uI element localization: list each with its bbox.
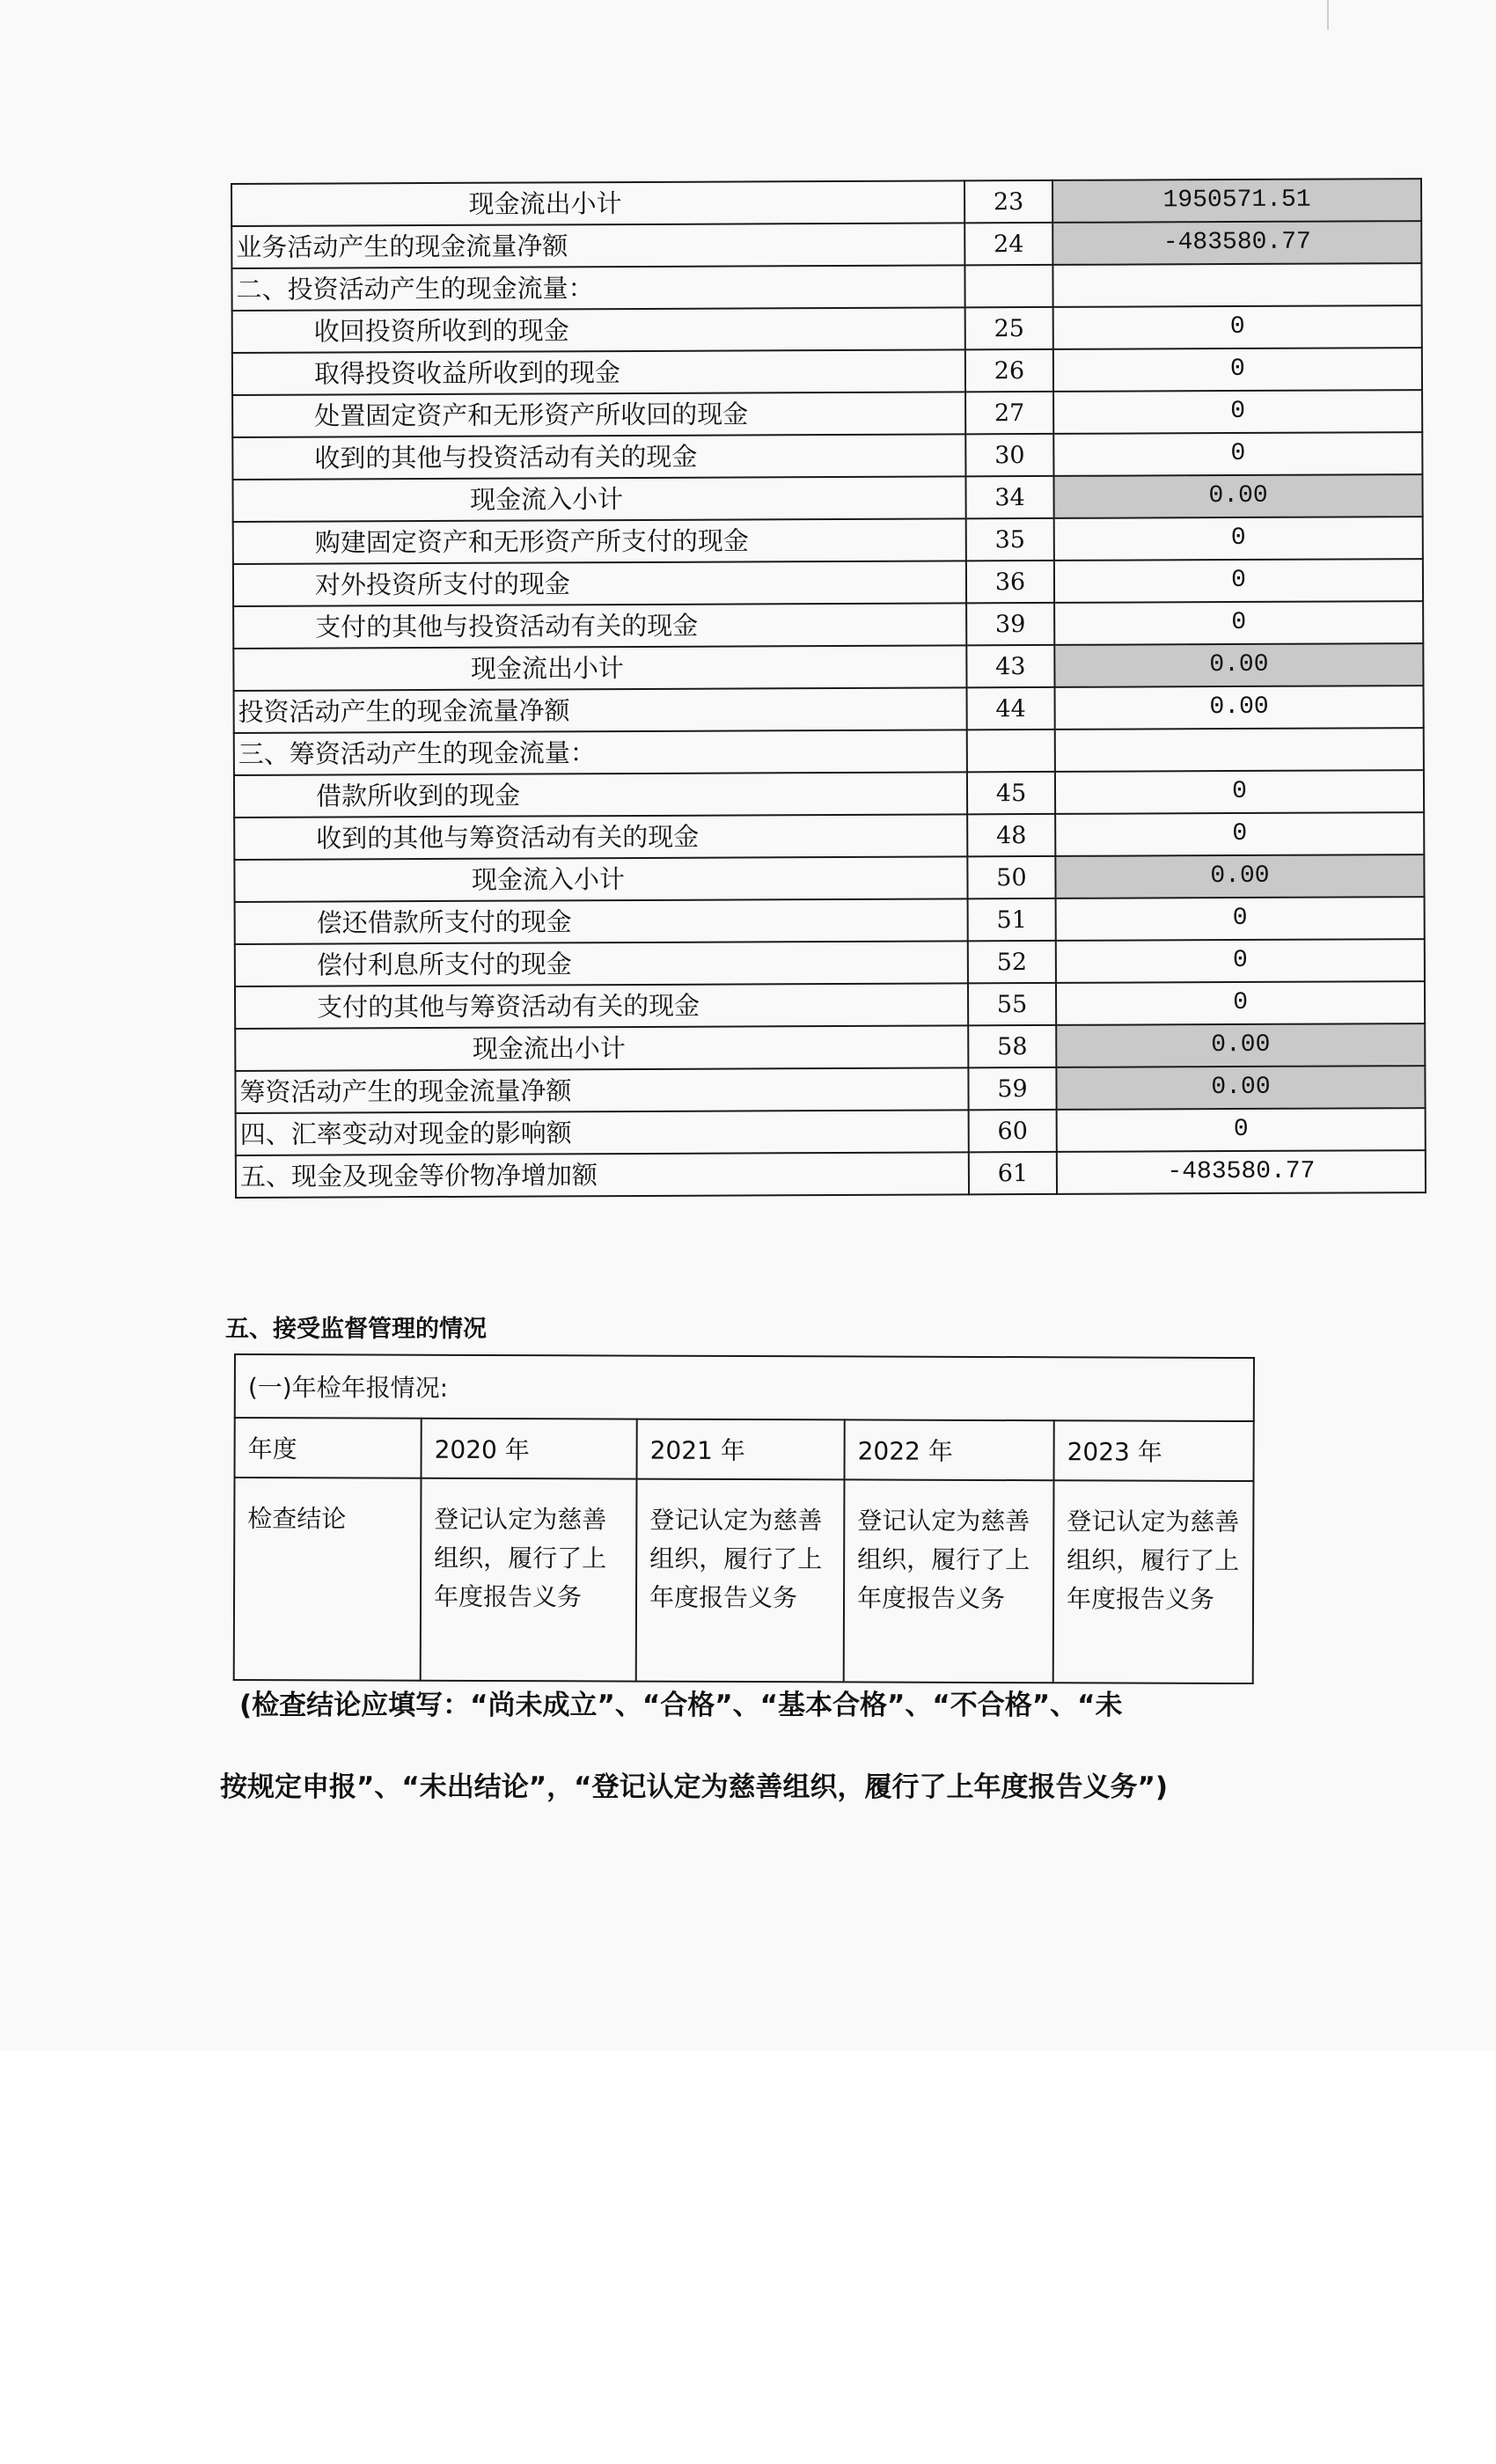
- year-label: 年度: [235, 1418, 422, 1478]
- row-label: 业务活动产生的现金流量净额: [231, 223, 964, 268]
- row-label: 筹资活动产生的现金流量净额: [235, 1067, 968, 1113]
- row-value: 0: [1054, 601, 1423, 645]
- row-label: 收回投资所收到的现金: [232, 307, 965, 353]
- inspection-table-heading: (一)年检年报情况:: [235, 1354, 1254, 1421]
- line-number: 50: [967, 856, 1055, 898]
- line-number: 44: [967, 687, 1055, 730]
- row-label: 收到的其他与投资活动有关的现金: [232, 434, 965, 480]
- row-label: 对外投资所支付的现金: [233, 561, 966, 606]
- cash-flow-row: [233, 601, 1423, 649]
- cash-flow-row: [235, 981, 1425, 1029]
- line-number: 36: [966, 561, 1054, 603]
- cash-flow-row: [232, 390, 1422, 437]
- line-number: 45: [967, 772, 1055, 814]
- inspection-table: [233, 1353, 1255, 1684]
- conclusion-cell: 登记认定为慈善组织，履行了上年度报告义务: [1053, 1480, 1254, 1683]
- line-number: 43: [966, 645, 1054, 687]
- line-number: 23: [964, 180, 1052, 223]
- cash-flow-row: [235, 1066, 1425, 1113]
- cash-flow-row: [232, 474, 1422, 522]
- cash-flow-row: [235, 897, 1425, 944]
- conclusion-cell: 登记认定为慈善组织，履行了上年度报告义务: [421, 1478, 637, 1682]
- line-number: 61: [969, 1152, 1057, 1194]
- row-value: 0: [1057, 1108, 1426, 1152]
- conclusion-cell: 登记认定为慈善组织，履行了上年度报告义务: [636, 1479, 845, 1683]
- line-number: 60: [969, 1110, 1057, 1152]
- row-label: 三、筹资活动产生的现金流量：: [234, 730, 967, 775]
- row-value: 0.00: [1055, 854, 1424, 898]
- row-value: 0: [1053, 305, 1422, 349]
- row-value: 0: [1056, 897, 1425, 941]
- note-line-1: (检查结论应填写：“尚未成立”、“合格”、“基本合格”、“不合格”、“未: [239, 1690, 1123, 1721]
- cash-flow-row: [231, 221, 1421, 268]
- line-number: 59: [968, 1067, 1056, 1110]
- row-value: -483580.77: [1052, 221, 1421, 265]
- row-value: 0: [1055, 770, 1424, 814]
- conclusion-label: 检查结论: [234, 1478, 422, 1681]
- line-number: [967, 730, 1055, 772]
- row-value: 0.00: [1056, 1023, 1425, 1067]
- inspection-heading-row: [235, 1354, 1254, 1421]
- line-number: 48: [967, 814, 1055, 856]
- row-label: 借款所收到的现金: [234, 772, 967, 818]
- row-value: 0: [1053, 432, 1422, 476]
- line-number: 34: [965, 476, 1053, 518]
- cash-flow-row: [236, 1108, 1426, 1155]
- cash-flow-row: [231, 179, 1421, 226]
- row-label: 偿还借款所支付的现金: [235, 898, 968, 944]
- cash-flow-row: [232, 348, 1422, 395]
- row-value: 0: [1056, 939, 1425, 983]
- row-label: 取得投资收益所收到的现金: [232, 349, 965, 395]
- year-cell: 2021 年: [637, 1419, 845, 1480]
- row-value: 0.00: [1053, 474, 1422, 518]
- line-number: 58: [968, 1025, 1056, 1067]
- row-label: 五、现金及现金等价物净增加额: [236, 1152, 969, 1198]
- note-line-2: 按规定申报”、“未出结论”，“登记认定为慈善组织，履行了上年度报告义务”): [220, 1771, 1169, 1803]
- row-value: [1055, 728, 1424, 772]
- cash-flow-row: [233, 517, 1423, 564]
- cash-flow-row: [233, 559, 1423, 606]
- line-number: 55: [968, 983, 1056, 1025]
- row-value: -483580.77: [1057, 1150, 1426, 1194]
- line-number: 52: [968, 941, 1056, 983]
- row-value: [1052, 263, 1421, 307]
- line-number: [964, 265, 1052, 307]
- cash-flow-row: [231, 263, 1421, 311]
- year-cell: 2020 年: [422, 1419, 637, 1479]
- line-number: 27: [965, 392, 1053, 434]
- row-value: 0: [1053, 348, 1422, 392]
- cash-flow-row: [232, 305, 1422, 353]
- row-label: 支付的其他与投资活动有关的现金: [233, 603, 966, 649]
- cash-flow-row: [234, 770, 1424, 818]
- cash-flow-row: [235, 939, 1425, 986]
- row-value: 0: [1056, 981, 1425, 1025]
- row-label: 购建固定资产和无形资产所支付的现金: [233, 518, 966, 564]
- row-label: 现金流出小计: [231, 180, 964, 226]
- cash-flow-row: [235, 1023, 1425, 1071]
- cash-flow-row: [234, 728, 1424, 775]
- row-value: 0.00: [1056, 1066, 1425, 1110]
- line-number: 25: [965, 307, 1053, 349]
- section-title: 五、接受监督管理的情况: [225, 1316, 487, 1343]
- cash-flow-row: [232, 432, 1422, 480]
- row-value: 0: [1054, 517, 1423, 561]
- year-cell: 2022 年: [845, 1419, 1054, 1480]
- row-label: 偿付利息所支付的现金: [235, 941, 968, 986]
- year-row: [235, 1418, 1254, 1481]
- row-value: 0: [1055, 812, 1424, 856]
- row-label: 现金流入小计: [232, 476, 965, 522]
- cash-flow-row: [236, 1150, 1426, 1198]
- cash-flow-row: [234, 854, 1424, 902]
- row-value: 1950571.51: [1052, 179, 1421, 223]
- line-number: 26: [965, 349, 1053, 392]
- conclusion-row: [234, 1478, 1254, 1683]
- line-number: 24: [964, 223, 1052, 265]
- line-number: 30: [965, 434, 1053, 476]
- cash-flow-row: [234, 686, 1424, 733]
- scan-edge-mark: [1327, 0, 1382, 30]
- row-label: 现金流出小计: [233, 645, 966, 691]
- row-label: 四、汇率变动对现金的影响额: [236, 1110, 969, 1155]
- year-cell: 2023 年: [1054, 1420, 1254, 1481]
- row-label: 投资活动产生的现金流量净额: [234, 687, 967, 733]
- cash-flow-table-body: [231, 179, 1426, 1198]
- row-label: 二、投资活动产生的现金流量：: [231, 265, 964, 311]
- row-label: 支付的其他与筹资活动有关的现金: [235, 983, 968, 1029]
- row-label: 处置固定资产和无形资产所收回的现金: [232, 392, 965, 437]
- row-label: 现金流入小计: [234, 856, 967, 902]
- cash-flow-row: [233, 643, 1423, 691]
- line-number: 39: [966, 603, 1054, 645]
- cash-flow-row: [234, 812, 1424, 860]
- row-value: 0.00: [1055, 686, 1424, 730]
- row-label: 现金流出小计: [235, 1025, 968, 1071]
- conclusion-cell: 登记认定为慈善组织，履行了上年度报告义务: [844, 1479, 1054, 1683]
- row-label: 收到的其他与筹资活动有关的现金: [234, 814, 967, 860]
- row-value: 0: [1054, 559, 1423, 603]
- row-value: 0.00: [1054, 643, 1423, 687]
- line-number: 35: [966, 518, 1054, 561]
- line-number: 51: [968, 898, 1056, 941]
- cash-flow-table: [231, 178, 1426, 1199]
- row-value: 0: [1053, 390, 1422, 434]
